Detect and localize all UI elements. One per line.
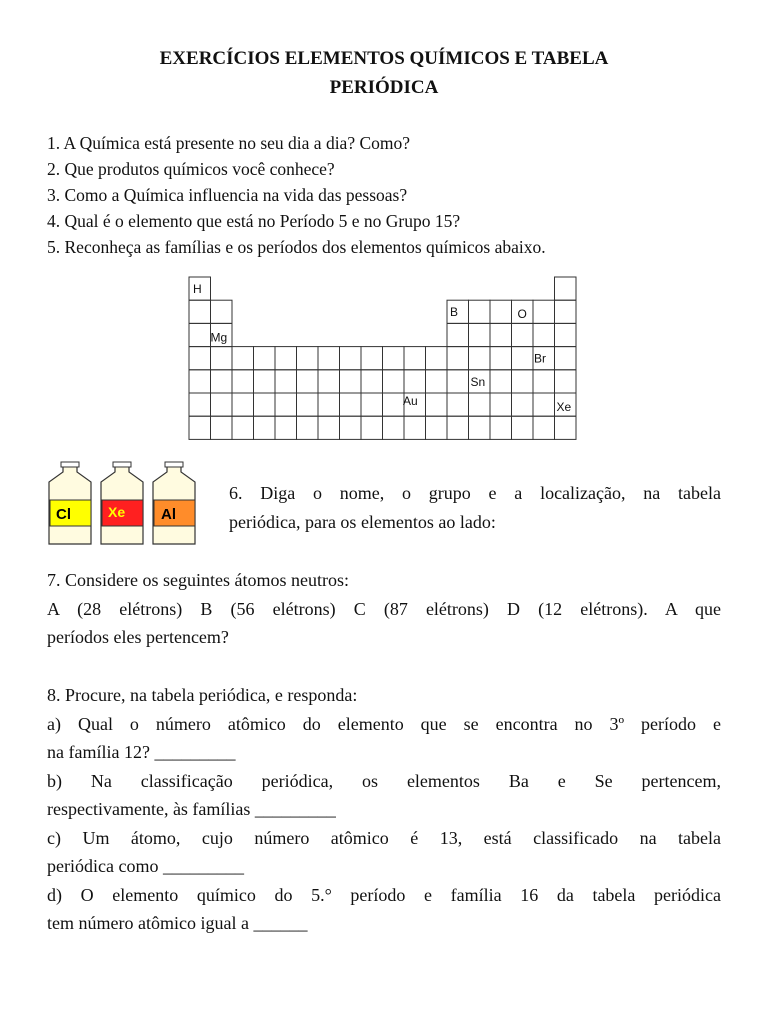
question-1: 1. A Química está presente no seu dia a dia? Como?	[47, 133, 411, 153]
q8-line: d) O elemento químico do 5.° período e família 16 da tabela periódica	[47, 884, 721, 905]
question-7	[47, 566, 721, 652]
table-cell	[490, 323, 512, 346]
table-cell	[318, 416, 340, 439]
element-label-xe: Xe	[556, 400, 572, 414]
table-cell	[275, 393, 297, 416]
table-cell	[232, 347, 254, 370]
table-cell	[340, 393, 362, 416]
element-label-br: Br	[534, 351, 546, 366]
q6-line: 6. Diga o nome, o grupo e a localização, na tabela	[229, 483, 721, 503]
table-cell	[383, 370, 405, 393]
q7-line: A (28 elétrons) B (56 elétrons) C (87 elétrons) D (12 elétrons). A que	[47, 598, 721, 619]
table-cell	[469, 300, 491, 323]
q8-line: 8. Procure, na tabela periódica, e responda:	[47, 685, 358, 705]
table-cell	[211, 370, 233, 393]
table-cell	[512, 393, 534, 416]
table-cell	[361, 416, 383, 439]
table-cell	[211, 416, 233, 439]
element-label-b: B	[450, 305, 459, 320]
title-line-1: EXERCÍCIOS ELEMENTOS QUÍMICOS E TABELA	[159, 48, 609, 69]
table-cell	[383, 393, 405, 416]
table-cell	[254, 347, 276, 370]
table-cell	[512, 347, 534, 370]
table-cell	[189, 323, 211, 346]
table-cell	[297, 347, 319, 370]
table-cell	[254, 393, 276, 416]
q7-line: 7. Considere os seguintes átomos neutros:	[47, 570, 349, 590]
bottle-label-xe: Xe	[108, 504, 126, 520]
table-cell	[404, 370, 426, 393]
table-cell	[469, 416, 491, 439]
title-line-2: PERIÓDICA	[329, 77, 439, 98]
table-cell	[189, 347, 211, 370]
table-cell	[555, 323, 577, 346]
table-cell	[297, 393, 319, 416]
table-cell	[232, 370, 254, 393]
table-cell	[189, 416, 211, 439]
q8-line: periódica como _________	[47, 856, 244, 876]
table-cell	[533, 323, 555, 346]
table-cell	[404, 347, 426, 370]
page-title	[0, 44, 768, 102]
periodic-table	[186, 275, 586, 445]
table-cell	[533, 416, 555, 439]
q7-line: períodos eles pertencem?	[47, 627, 229, 647]
question-8	[47, 681, 721, 938]
question-2: 2. Que produtos químicos você conhece?	[47, 159, 335, 179]
table-cell	[383, 416, 405, 439]
table-cell	[426, 347, 448, 370]
table-cell	[211, 300, 233, 323]
table-cell	[254, 370, 276, 393]
table-cell	[512, 323, 534, 346]
element-label-h: H	[193, 282, 202, 296]
table-cell	[254, 416, 276, 439]
element-label-o: O	[517, 307, 527, 322]
table-cell	[340, 370, 362, 393]
bottle-label-al: Al	[161, 506, 176, 523]
element-label-sn: Sn	[470, 374, 486, 389]
table-cell	[447, 370, 469, 393]
table-cell	[275, 347, 297, 370]
q8-line: tem número atômico igual a ______	[47, 913, 308, 933]
table-cell	[275, 416, 297, 439]
table-cell	[447, 393, 469, 416]
question-6	[229, 479, 721, 536]
table-cell	[340, 347, 362, 370]
table-cell	[211, 347, 233, 370]
table-cell	[469, 347, 491, 370]
table-cell	[555, 277, 577, 300]
table-cell	[469, 323, 491, 346]
table-cell	[297, 370, 319, 393]
table-cell	[361, 370, 383, 393]
table-cell	[447, 347, 469, 370]
q8-line: na família 12? _________	[47, 742, 236, 762]
table-cell	[318, 347, 340, 370]
element-label-mg: Mg	[210, 330, 228, 345]
q6-line: periódica, para os elementos ao lado:	[229, 511, 496, 532]
table-cell	[211, 393, 233, 416]
table-cell	[555, 370, 577, 393]
q8-line: b) Na classificação periódica, os elementos Ba e Se pertencem,	[47, 770, 721, 791]
table-cell	[469, 393, 491, 416]
q8-line: a) Qual o número atômico do elemento que se encontra no 3º período e	[47, 713, 721, 734]
table-cell	[426, 416, 448, 439]
table-cell	[189, 300, 211, 323]
element-bottles	[40, 460, 220, 550]
table-cell	[490, 416, 512, 439]
bottle-label-cl: Cl	[56, 506, 71, 523]
table-cell	[318, 393, 340, 416]
table-cell	[426, 370, 448, 393]
q8-line: respectivamente, às famílias _________	[47, 799, 336, 819]
table-cell	[404, 416, 426, 439]
table-cell	[361, 393, 383, 416]
element-label-au: Au	[403, 394, 418, 408]
table-cell	[232, 393, 254, 416]
table-cell	[426, 393, 448, 416]
table-cell	[490, 370, 512, 393]
question-5: 5. Reconheça as famílias e os períodos dos elementos químicos abaixo.	[47, 237, 546, 257]
table-cell	[533, 300, 555, 323]
table-cell	[490, 300, 512, 323]
table-cell	[232, 416, 254, 439]
table-cell	[275, 370, 297, 393]
table-cell	[297, 416, 319, 439]
table-cell	[318, 370, 340, 393]
table-cell	[555, 347, 577, 370]
table-cell	[340, 416, 362, 439]
table-cell	[512, 416, 534, 439]
table-cell	[189, 370, 211, 393]
table-cell	[512, 370, 534, 393]
table-cell	[447, 416, 469, 439]
table-cell	[490, 393, 512, 416]
table-cell	[361, 347, 383, 370]
table-cell	[189, 393, 211, 416]
question-4: 4. Qual é o elemento que está no Período 5 e no Grupo 15?	[47, 211, 461, 231]
table-cell	[447, 323, 469, 346]
table-cell	[383, 347, 405, 370]
table-cell	[533, 393, 555, 416]
table-cell	[555, 300, 577, 323]
question-3: 3. Como a Química influencia na vida das pessoas?	[47, 185, 408, 205]
table-cell	[533, 370, 555, 393]
bottle-cl	[49, 462, 91, 544]
table-cell	[555, 416, 577, 439]
table-cell	[490, 347, 512, 370]
bottle-xe	[101, 462, 143, 544]
q8-line: c) Um átomo, cujo número atômico é 13, está classificado na tabela	[47, 827, 721, 848]
bottle-al	[153, 462, 195, 544]
